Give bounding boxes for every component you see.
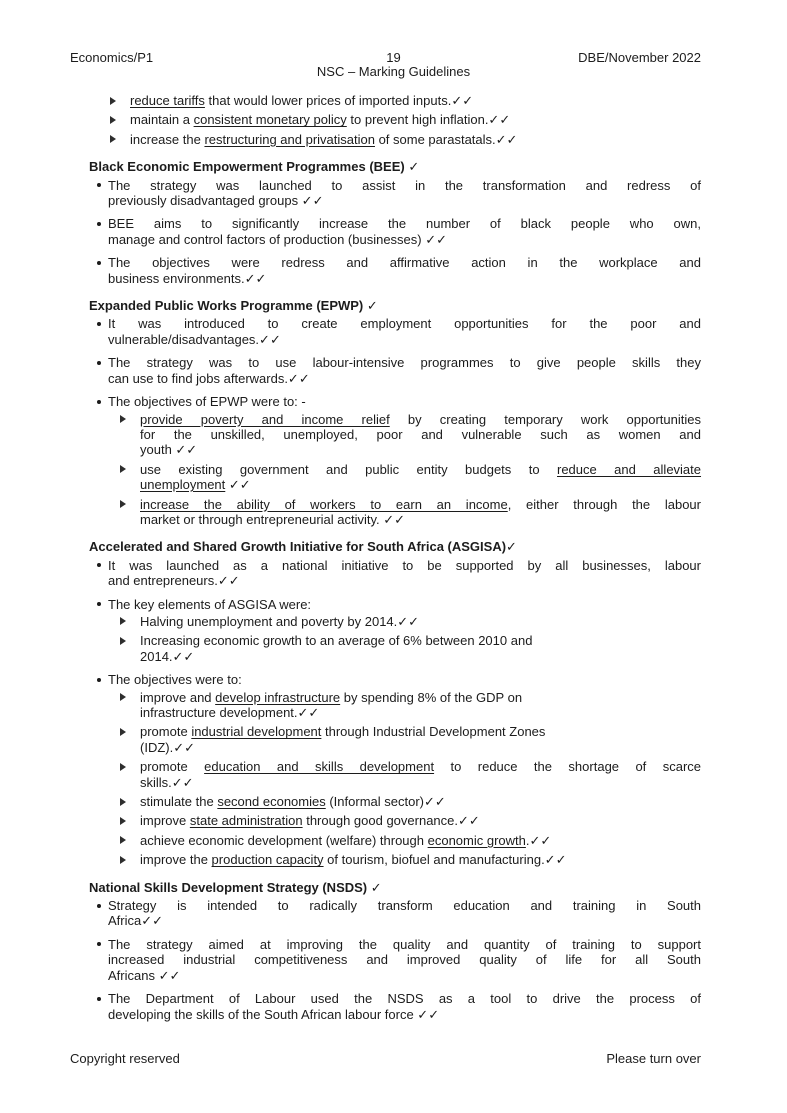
- text-line: [108, 1007, 701, 1022]
- text-line: [140, 852, 701, 867]
- text-segment: The objectives of EPWP were to: -: [108, 394, 306, 410]
- text-segment: It was launched as a national initiative to be supported by all businesses, labour: [108, 557, 701, 573]
- text-line: [140, 775, 701, 790]
- arrow-item: [89, 132, 701, 147]
- text-segment: previously disadvantaged groups ✓✓: [108, 193, 324, 209]
- item-text: [140, 794, 701, 809]
- arrow-bullet-icon: [120, 617, 126, 625]
- arrow-bullet-icon: [120, 500, 126, 508]
- item-text: [108, 898, 701, 929]
- bullet-list: [89, 316, 701, 527]
- item-text: [140, 813, 701, 828]
- text-line: [140, 412, 701, 427]
- text-line: [108, 937, 701, 952]
- bullet-item: [89, 991, 701, 1022]
- text-segment: (Informal sector)✓✓: [325, 794, 446, 810]
- underlined-phrase: restructuring and privatisation: [204, 131, 375, 147]
- arrow-bullet-icon: [110, 116, 116, 124]
- bullet-icon: [97, 904, 101, 908]
- text-line: [140, 794, 701, 809]
- arrow-item: [89, 852, 701, 867]
- text-segment: , either through the labour: [507, 496, 701, 512]
- text-line: [140, 462, 701, 477]
- item-text: [130, 93, 701, 108]
- bullet-item: [89, 558, 701, 589]
- arrow-item: [89, 462, 701, 493]
- bullet-item: [89, 316, 701, 347]
- text-segment: Africa✓✓: [108, 913, 164, 929]
- text-line: [108, 271, 701, 286]
- item-text: [108, 991, 701, 1022]
- arrow-bullet-icon: [120, 798, 126, 806]
- text-segment: ✓✓: [225, 477, 251, 493]
- text-line: [108, 332, 701, 347]
- underlined-phrase: state administration: [189, 813, 303, 829]
- text-segment: Halving unemployment and poverty by 2014.✓✓: [140, 613, 420, 629]
- item-text: [140, 412, 701, 458]
- arrow-item: [89, 633, 701, 664]
- item-text: [108, 597, 701, 612]
- item-text: [140, 759, 701, 790]
- bullet-item: [89, 898, 701, 929]
- bullet-item: [89, 597, 701, 665]
- text-line: [108, 991, 701, 1006]
- text-line: [140, 759, 701, 774]
- text-segment: vulnerable/disadvantages.✓✓: [108, 331, 281, 347]
- item-text: [108, 255, 701, 286]
- underlined-phrase: increase the ability of workers to earn an income: [140, 496, 508, 512]
- item-text: [130, 132, 701, 147]
- arrow-item: [89, 614, 701, 629]
- bullet-item: [89, 394, 701, 527]
- page-number: 19: [386, 50, 401, 65]
- text-segment: improve and: [140, 689, 216, 705]
- bullet-icon: [97, 261, 101, 265]
- arrow-bullet-icon: [120, 856, 126, 864]
- text-line: [140, 477, 701, 492]
- underlined-phrase: economic growth: [427, 832, 526, 848]
- text-line: [108, 898, 701, 913]
- text-line: [140, 813, 701, 828]
- text-segment: by spending 8% of the GDP on: [340, 689, 523, 705]
- arrow-bullet-icon: [120, 763, 126, 771]
- text-segment: The objectives were to:: [108, 672, 242, 688]
- bullet-icon: [97, 222, 101, 226]
- bullet-list: [89, 558, 701, 868]
- bullet-item: [89, 216, 701, 247]
- text-line: [108, 193, 701, 208]
- text-segment: stimulate the: [140, 794, 218, 810]
- arrow-bullet-icon: [120, 817, 126, 825]
- bullet-icon: [97, 602, 101, 606]
- text-line: [140, 427, 701, 442]
- text-line: [140, 649, 701, 664]
- bullet-icon: [97, 400, 101, 404]
- item-text: [108, 558, 701, 589]
- text-segment: that would lower prices of imported inputs.✓✓: [204, 93, 474, 108]
- text-segment: The Department of Labour used the NSDS as a tool to drive the process of: [108, 991, 701, 1007]
- text-line: [130, 93, 701, 108]
- bullet-icon: [97, 942, 101, 946]
- text-line: [140, 614, 701, 629]
- arrow-bullet-icon: [120, 465, 126, 473]
- text-segment: business environments.✓✓: [108, 270, 267, 286]
- text-segment: manage and control factors of production (businesses) ✓✓: [108, 231, 448, 247]
- text-line: [140, 633, 701, 648]
- item-text: [140, 852, 701, 867]
- arrow-bullet-icon: [120, 693, 126, 701]
- text-segment: promote: [140, 759, 205, 775]
- arrow-item: [89, 833, 701, 848]
- underlined-phrase: education and skills development: [204, 759, 435, 775]
- page-footer: [70, 1051, 701, 1066]
- section-heading: Black Economic Empowerment Programmes (BEE) ✓: [89, 159, 420, 175]
- item-text: [108, 216, 701, 247]
- header-subtitle: NSC – Marking Guidelines: [316, 64, 471, 79]
- text-segment: Strategy is intended to radically transform education and training in South: [108, 898, 701, 914]
- text-segment: increased industrial competitiveness and improved quality of life for all South: [108, 952, 701, 968]
- bullet-icon: [97, 678, 101, 682]
- header-line-1: [0, 51, 787, 65]
- text-line: [130, 112, 701, 127]
- arrow-item: [89, 412, 701, 458]
- arrow-item: [89, 690, 701, 721]
- item-text: [108, 672, 701, 687]
- underlined-phrase: reduce tariffs: [130, 93, 205, 108]
- bullet-icon: [97, 997, 101, 1001]
- text-segment: to reduce the shortage of scarce: [434, 759, 701, 775]
- item-text: [140, 833, 701, 848]
- arrow-sublist: [89, 690, 701, 868]
- item-text: [140, 462, 701, 493]
- item-text: [108, 394, 701, 409]
- text-segment: It was introduced to create employment opportunities for the poor and: [108, 316, 701, 332]
- section-heading: Accelerated and Shared Growth Initiative for South Africa (ASGISA)✓: [89, 539, 517, 555]
- section-heading: National Skills Development Strategy (NSDS) ✓: [89, 879, 382, 895]
- item-text: [108, 316, 701, 347]
- text-segment: by creating temporary work opportunities: [389, 411, 701, 427]
- text-line: [140, 497, 701, 512]
- text-line: [108, 597, 701, 612]
- bullet-icon: [97, 183, 101, 187]
- bullet-icon: [97, 361, 101, 365]
- text-line: [108, 371, 701, 386]
- text-segment: improve the: [140, 852, 212, 868]
- page-header: [0, 51, 787, 79]
- text-segment: The strategy aimed at improving the quality and quantity of training to support: [108, 936, 701, 952]
- bullet-item: [89, 672, 701, 867]
- bullet-item: [89, 937, 701, 983]
- text-segment: promote: [140, 724, 192, 740]
- bullet-list: [89, 178, 701, 286]
- item-text: [140, 497, 701, 528]
- arrow-item: [89, 497, 701, 528]
- header-subject: Economics/P1: [70, 50, 154, 65]
- underlined-phrase: provide poverty and income relief: [140, 411, 390, 427]
- underlined-phrase: develop infrastructure: [215, 689, 341, 705]
- arrow-item: [89, 759, 701, 790]
- item-text: [140, 614, 701, 629]
- text-segment: of tourism, biofuel and manufacturing.✓✓: [323, 852, 567, 868]
- text-segment: through Industrial Development Zones: [321, 724, 546, 740]
- text-segment: achieve economic development (welfare) through: [140, 832, 428, 848]
- text-segment: market or through entrepreneurial activity. ✓✓: [140, 511, 406, 527]
- text-segment: infrastructure development.✓✓: [140, 705, 320, 720]
- underlined-phrase: industrial development: [191, 724, 322, 740]
- text-line: [108, 355, 701, 370]
- text-segment: increase the: [130, 131, 205, 147]
- text-line: [108, 232, 701, 247]
- text-segment: .✓✓: [525, 832, 552, 848]
- text-segment: developing the skills of the South African labour force ✓✓: [108, 1006, 440, 1022]
- text-line: [140, 512, 701, 527]
- text-segment: Increasing economic growth to an average of 6% between 2010 and: [140, 633, 533, 649]
- footer-turn-over: Please turn over: [606, 1051, 701, 1066]
- arrow-sublist: [89, 412, 701, 528]
- text-line: [140, 740, 701, 755]
- bullet-list: [89, 898, 701, 1022]
- arrow-item: [89, 813, 701, 828]
- text-segment: Africans ✓✓: [108, 967, 181, 983]
- underlined-phrase: consistent monetary policy: [193, 112, 347, 128]
- text-line: [108, 178, 701, 193]
- item-text: [108, 178, 701, 209]
- text-line: [140, 724, 701, 739]
- arrow-bullet-icon: [110, 135, 116, 143]
- document-body: [89, 93, 701, 1030]
- bullet-item: [89, 255, 701, 286]
- text-segment: of some parastatals.✓✓: [374, 131, 518, 147]
- arrow-bullet-icon: [110, 97, 116, 105]
- text-line: [108, 672, 701, 687]
- text-segment: The key elements of ASGISA were:: [108, 596, 312, 612]
- text-segment: and entrepreneurs.✓✓: [108, 573, 240, 589]
- text-segment: maintain a: [130, 112, 194, 128]
- text-segment: The strategy was launched to assist in the transformation and redress of: [108, 177, 701, 193]
- text-line: [140, 705, 701, 720]
- text-line: [140, 442, 701, 457]
- section-heading: Expanded Public Works Programme (EPWP) ✓: [89, 298, 378, 314]
- bullet-icon: [97, 563, 101, 567]
- text-segment: 2014.✓✓: [140, 648, 195, 664]
- text-segment: for the unskilled, unemployed, poor and vulnerable such as women and: [140, 426, 701, 442]
- text-line: [130, 132, 701, 147]
- item-text: [108, 937, 701, 983]
- text-line: [140, 690, 701, 705]
- text-line: [108, 255, 701, 270]
- header-exam-session: DBE/November 2022: [578, 50, 701, 65]
- text-line: [140, 833, 701, 848]
- arrow-bullet-icon: [120, 637, 126, 645]
- item-text: [140, 633, 701, 664]
- arrow-bullet-icon: [120, 836, 126, 844]
- text-segment: youth ✓✓: [140, 442, 198, 458]
- text-line: [108, 394, 701, 409]
- bullet-item: [89, 355, 701, 386]
- item-text: [140, 690, 701, 721]
- underlined-phrase: production capacity: [211, 852, 324, 868]
- text-segment: skills.✓✓: [140, 774, 194, 790]
- text-segment: to prevent high inflation.✓✓: [346, 112, 511, 128]
- underlined-phrase: reduce and alleviate: [557, 461, 702, 477]
- arrow-item: [89, 724, 701, 755]
- text-segment: The strategy was to use labour-intensive programmes to give people skills they: [108, 355, 701, 371]
- text-line: [108, 216, 701, 231]
- item-text: [108, 355, 701, 386]
- arrow-item: [89, 112, 701, 127]
- underlined-phrase: unemployment: [140, 477, 226, 493]
- underlined-phrase: second economies: [217, 794, 326, 810]
- text-segment: can use to find jobs afterwards.✓✓: [108, 370, 310, 386]
- text-line: [108, 558, 701, 573]
- bullet-icon: [97, 322, 101, 326]
- text-segment: The objectives were redress and affirmative action in the workplace and: [108, 255, 701, 271]
- footer-copyright: Copyright reserved: [70, 1051, 180, 1066]
- arrow-bullet-icon: [120, 415, 126, 423]
- text-line: [108, 952, 701, 967]
- bullet-item: [89, 178, 701, 209]
- item-text: [130, 112, 701, 127]
- text-segment: use existing government and public entity budgets to: [140, 461, 557, 477]
- text-segment: through good governance.✓✓: [302, 813, 480, 829]
- arrow-item: [89, 93, 701, 108]
- arrow-sublist: [89, 614, 701, 664]
- text-segment: BEE aims to significantly increase the number of black people who own,: [108, 216, 701, 232]
- text-segment: improve: [140, 813, 190, 829]
- text-line: [108, 968, 701, 983]
- item-text: [140, 724, 701, 755]
- arrow-item: [89, 794, 701, 809]
- text-line: [108, 913, 701, 928]
- text-segment: (IDZ).✓✓: [140, 739, 195, 755]
- text-line: [108, 316, 701, 331]
- arrow-list: [89, 93, 701, 147]
- text-line: [108, 573, 701, 588]
- arrow-bullet-icon: [120, 728, 126, 736]
